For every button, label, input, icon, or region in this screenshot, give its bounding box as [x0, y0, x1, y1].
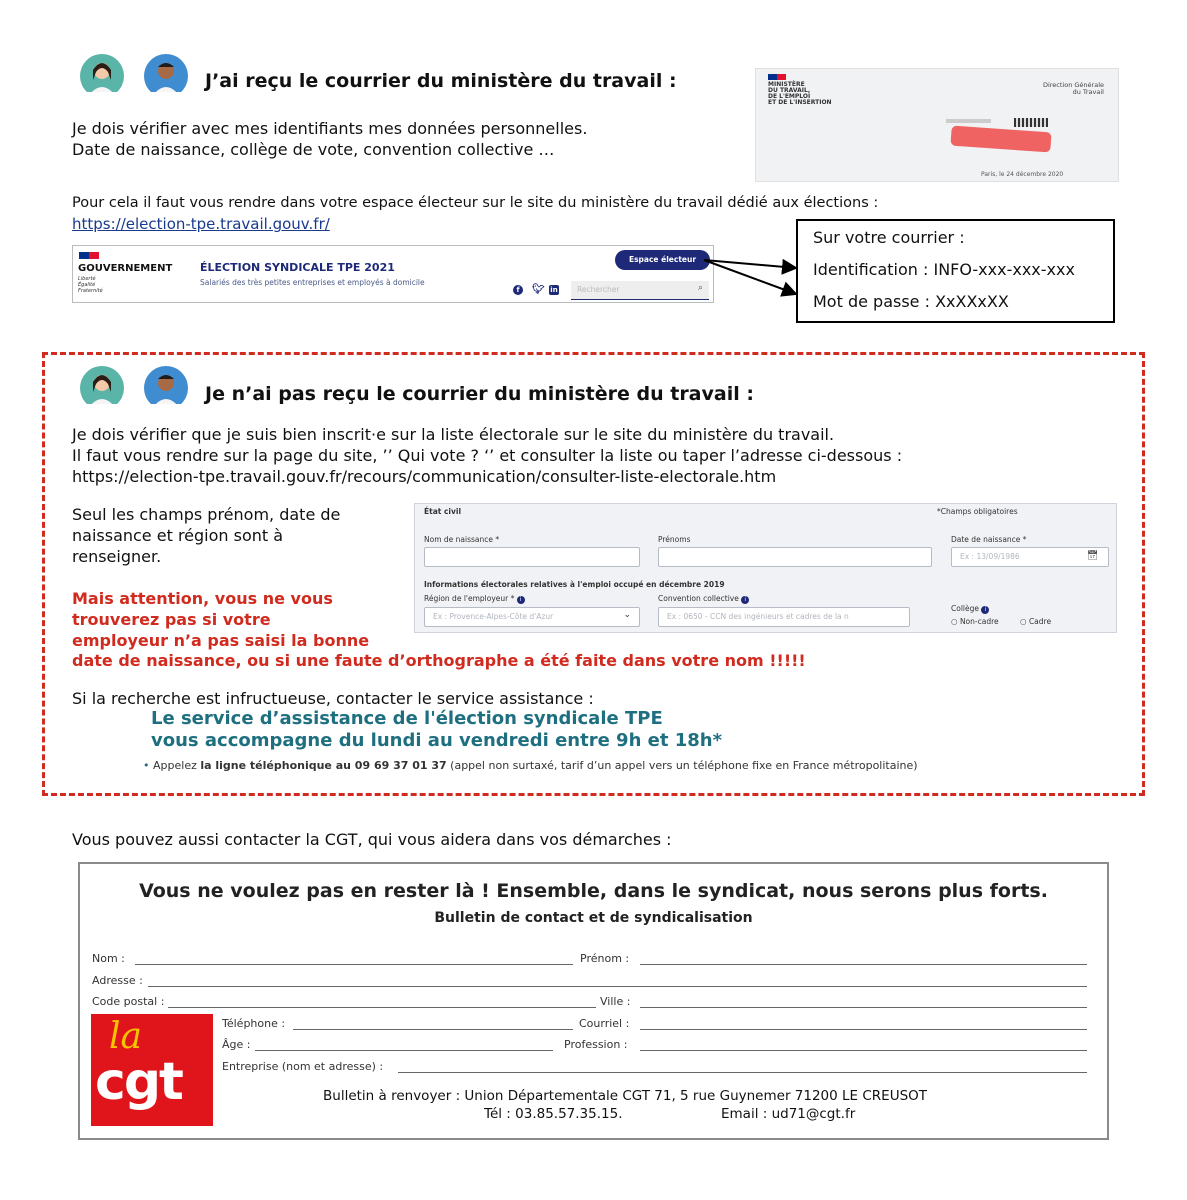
- search-input[interactable]: Rechercher ⌕: [571, 281, 709, 300]
- nom-label: Nom de naissance *: [424, 535, 500, 544]
- info-icon: i: [517, 596, 525, 604]
- warning-line2: trouverez pas si votre: [72, 610, 271, 629]
- bulletin-form: [78, 862, 1109, 1140]
- electoral-form: [414, 503, 1117, 633]
- ville-field-label: Ville :: [600, 995, 631, 1008]
- arrows-connector: [697, 250, 810, 305]
- profession-line[interactable]: [640, 1050, 1087, 1051]
- adresse-line[interactable]: [148, 986, 1087, 987]
- cadre-radio[interactable]: ○ Cadre: [1020, 617, 1052, 626]
- bulletin-sub: Bulletin de contact et de syndicalisation: [434, 910, 753, 926]
- ville-line[interactable]: [640, 1007, 1087, 1008]
- non-cadre-radio[interactable]: ○ Non-cadre: [951, 617, 999, 626]
- espace-electeur-button[interactable]: Espace électeur: [615, 250, 710, 270]
- region-label: Région de l'employeur * i: [424, 594, 525, 604]
- calendar-icon[interactable]: 📅︎: [1086, 551, 1098, 561]
- info-icon: i: [741, 596, 749, 604]
- ddn-label: Date de naissance *: [951, 535, 1027, 544]
- prenoms-label: Prénoms: [658, 535, 691, 544]
- ddn-input[interactable]: Ex : 13/09/1986 📅︎: [951, 547, 1109, 567]
- site-title[interactable]: ÉLECTION SYNDICALE TPE 2021: [200, 261, 395, 274]
- linkedin-icon[interactable]: in: [550, 286, 558, 294]
- cgt-intro: Vous pouvez aussi contacter la CGT, qui vous aidera dans vos démarches :: [72, 830, 672, 849]
- section1-line1: Je dois vérifier avec mes identifiants mes données personnelles.: [72, 119, 588, 138]
- nom-line[interactable]: [135, 964, 573, 965]
- letter-ministry: MINISTÈRE DU TRAVAIL, DE L'EMPLOI ET DE L'INSERTION: [768, 81, 832, 106]
- profession-field-label: Profession :: [564, 1038, 628, 1051]
- ministry-letter-image: [755, 68, 1119, 182]
- region-select[interactable]: Ex : Provence-Alpes-Côte d'Azur ⌄: [424, 607, 640, 627]
- age-field-label: Âge :: [222, 1038, 251, 1051]
- college-label: Collège i: [951, 604, 989, 614]
- bulletin-renvoi: Bulletin à renvoyer : Union Départementale CGT 71, 5 rue Guynemer 71200 LE CREUSOT: [323, 1088, 928, 1104]
- warning-line4: date de naissance, ou si une faute d’orthographe a été faite dans votre nom !!!!!: [72, 651, 806, 670]
- courrier-title: Sur votre courrier :: [813, 228, 965, 247]
- warning-line3: employeur n’a pas saisi la bonne: [72, 631, 370, 650]
- cp-field-label: Code postal :: [92, 995, 165, 1008]
- gov-motto: Liberté Égalité Fraternité: [78, 276, 103, 294]
- adresse-field-label: Adresse :: [92, 974, 143, 987]
- courriel-field-label: Courriel :: [579, 1017, 630, 1030]
- people-avatars-icon: [72, 50, 198, 92]
- assist-line2: vous accompagne du lundi au vendredi entre 9h et 18h*: [151, 730, 723, 751]
- seul-line1: Seul les champs prénom, date de: [72, 505, 341, 524]
- section2-title: Je n’ai pas reçu le courrier du ministère du travail :: [205, 383, 754, 405]
- section1-instruction: Pour cela il faut vous rendre dans votre espace électeur sur le site du ministère du travail dédié aux élections :: [72, 195, 879, 211]
- chevron-down-icon[interactable]: ⌄: [623, 610, 631, 620]
- age-line[interactable]: [255, 1050, 553, 1051]
- logo-la: la: [109, 1016, 142, 1057]
- tel-field-label: Téléphone :: [222, 1017, 286, 1030]
- section2-line2: Il faut vous rendre sur la page du site, ’’ Qui vote ? ‘’ et consulter la liste ou taper l’adresse ci-dessous :: [72, 446, 903, 465]
- section2-url[interactable]: https://election-tpe.travail.gouv.fr/recours/communication/consulter-liste-electorale.htm: [72, 467, 777, 486]
- section1-line2: Date de naissance, collège de vote, convention collective …: [72, 140, 555, 159]
- cgt-logo: [91, 1014, 213, 1126]
- nom-field-label: Nom :: [92, 952, 125, 965]
- twitter-icon[interactable]: 🐦︎: [532, 284, 545, 295]
- courrier-box: [796, 219, 1115, 323]
- redacted-mark: [950, 126, 1051, 153]
- cp-line[interactable]: [168, 1007, 596, 1008]
- prenoms-input[interactable]: [658, 547, 932, 567]
- phone-line: • Appelez la ligne téléphonique au 09 69 37 01 37 (appel non surtaxé, tarif d’un appel vers un téléphone fixe en France métropolitaine): [143, 759, 918, 772]
- courrier-pass: Mot de passe : XxXXxXX: [813, 292, 1009, 311]
- bulletin-email[interactable]: Email : ud71@cgt.fr: [721, 1106, 856, 1122]
- bulletin-headline: Vous ne voulez pas en rester là ! Ensemble, dans le syndicat, nous serons plus forts.: [139, 880, 1048, 902]
- etat-civil-label: État civil: [424, 507, 462, 516]
- seul-line2: naissance et région sont à: [72, 526, 284, 545]
- gov-label: GOUVERNEMENT: [78, 263, 173, 274]
- assist-line1: Le service d’assistance de l'élection syndicale TPE: [151, 708, 663, 729]
- seul-line3: renseigner.: [72, 547, 162, 566]
- barcode-icon: [1014, 118, 1048, 127]
- prenom-line[interactable]: [640, 964, 1087, 965]
- search-icon[interactable]: ⌕: [697, 283, 703, 293]
- courrier-ident: Identification : INFO-xxx-xxx-xxx: [813, 260, 1075, 279]
- info-electorales-label: Informations électorales relatives à l'emploi occupé en décembre 2019: [424, 580, 725, 589]
- section1-title: J’ai reçu le courrier du ministère du travail :: [205, 70, 677, 92]
- site-subtitle: Salariés des très petites entreprises et employés à domicile: [200, 278, 425, 287]
- letter-dg: Direction Générale du Travail: [1042, 81, 1104, 96]
- champs-obligatoires: *Champs obligatoires: [937, 507, 1018, 516]
- info-icon: i: [981, 606, 989, 614]
- phone-number[interactable]: la ligne téléphonique au 09 69 37 01 37: [200, 759, 447, 772]
- facebook-icon[interactable]: f: [513, 285, 523, 295]
- website-banner: [72, 245, 714, 303]
- entreprise-line[interactable]: [398, 1072, 1087, 1073]
- bulletin-tel: Tél : 03.85.57.35.15.: [484, 1106, 623, 1122]
- people-avatars-icon: [72, 362, 198, 404]
- warning-line1: Mais attention, vous ne vous: [72, 589, 333, 608]
- recherche-text: Si la recherche est infructueuse, contacter le service assistance :: [72, 689, 594, 708]
- convention-label: Convention collective i: [658, 594, 749, 604]
- entreprise-field-label: Entreprise (nom et adresse) :: [222, 1060, 384, 1073]
- courriel-line[interactable]: [640, 1029, 1087, 1030]
- section2-line1: Je dois vérifier que je suis bien inscrit·e sur la liste électorale sur le site du ministère du travail.: [72, 425, 835, 444]
- tel-line[interactable]: [293, 1029, 573, 1030]
- convention-input[interactable]: Ex : 0650 - CCN des ingénieurs et cadres de la n: [658, 607, 910, 627]
- logo-cgt: cgt: [95, 1052, 182, 1112]
- election-link[interactable]: https://election-tpe.travail.gouv.fr/: [72, 215, 330, 233]
- prenom-field-label: Prénom :: [580, 952, 630, 965]
- nom-input[interactable]: [424, 547, 640, 567]
- letter-date: Paris, le 24 décembre 2020: [981, 171, 1064, 178]
